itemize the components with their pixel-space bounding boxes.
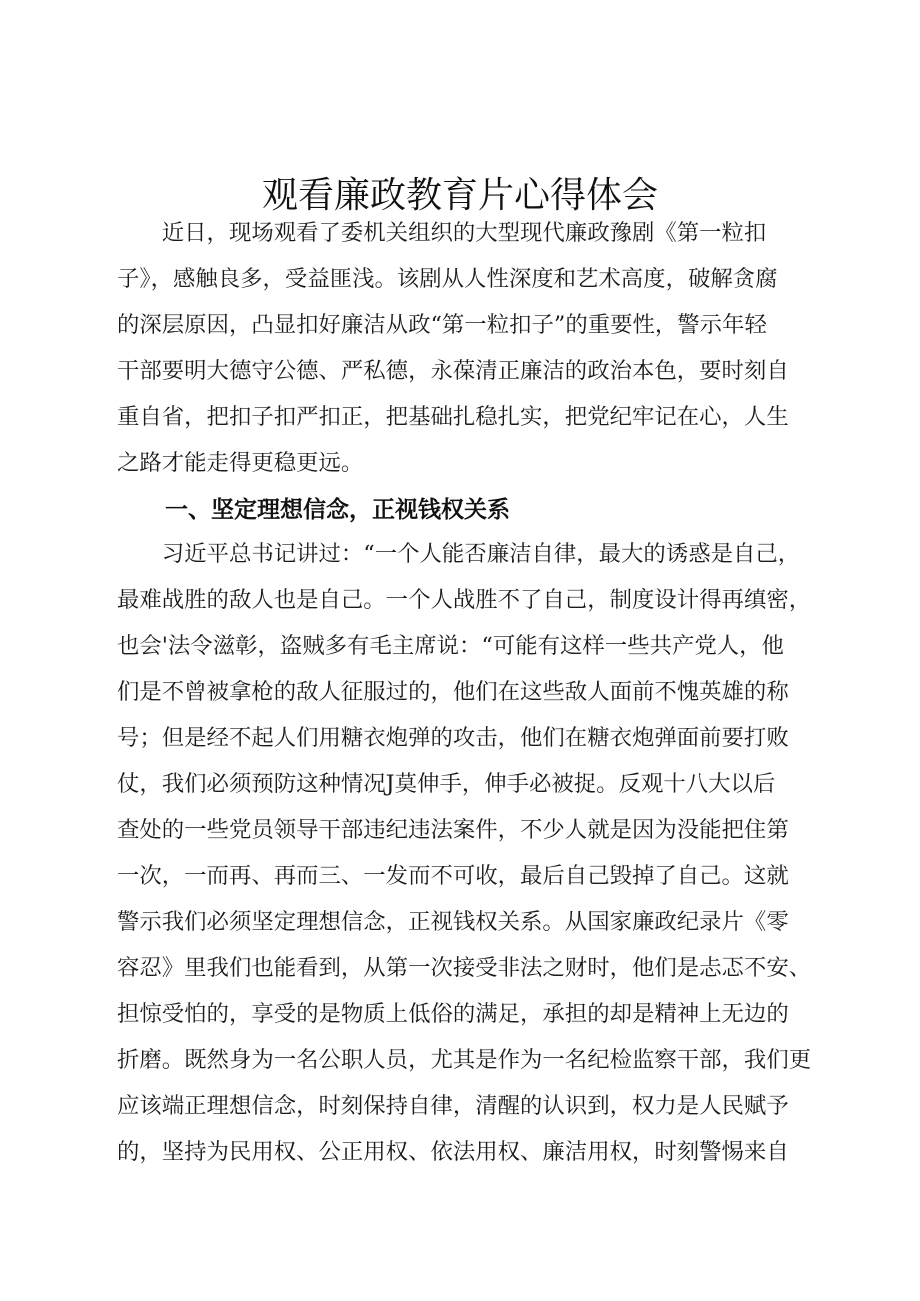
text-line: 干部要明大德守公德、严私德，永葆清正廉洁的政治本色，要时刻自 [117,358,789,384]
text-line: 的，坚持为民用权、公正用权、依法用权、廉洁用权，时刻警惕来自 [117,1139,789,1165]
text-line: 之路才能走得更稳更远。 [117,450,364,476]
section1-paragraph [117,531,819,1175]
text-line: 容忍》里我们也能看到，从第一次接受非法之财时，他们是忐忑不安、 [117,955,812,981]
document-title: 观看廉政教育片心得体会 [261,175,658,216]
text-line: 担惊受怕的，享受的是物质上低俗的满足，承担的却是精神上无边的 [117,1001,789,1027]
section-heading: 一、坚定理想信念，正视钱权关系 [165,497,510,523]
text-line: 警示我们必须坚定理想信念，正视钱权关系。从国家廉政纪录片《零 [117,909,789,935]
text-line: 一次，一而再、再而三、一发而不可收，最后自己毁掉了自己。这就 [117,863,789,889]
text-line: 习近平总书记讲过：“一个人能否廉洁自律，最大的诱惑是自己， [117,541,801,567]
text-line: 最难战胜的敌人也是自己。一个人战胜不了自己，制度设计得再缜密， [117,587,812,613]
text-line: 子》，感触良多，受益匪浅。该剧从人性深度和艺术高度，破解贪腐 [117,266,778,292]
text-line: 查处的一些党员领导干部违纪违法案件，不少人就是因为没能把住第 [117,817,789,843]
text-line: 也会'法令滋彰，盗贼多有毛主席说：“可能有这样一些共产党人，他 [117,633,784,659]
text-line: 近日，现场观看了委机关组织的大型现代廉政豫剧《第一粒扣 [117,220,767,246]
text-line: 的深层原因，凸显扣好廉洁从政“第一粒扣子”的重要性，警示年轻 [117,312,767,338]
text-line: 们是不曾被拿枪的敌人征服过的，他们在这些敌人面前不愧英雄的称 [117,679,789,705]
text-line: 折磨。既然身为一名公职人员，尤其是作为一名纪检监察干部，我们更 [117,1047,812,1073]
text-line: 重自省，把扣子扣严扣正，把基础扎稳扎实，把党纪牢记在心，人生 [117,404,789,430]
text-line: 号；但是经不起人们用糖衣炮弹的攻击，他们在糖衣炮弹面前要打败 [117,725,789,751]
intro-paragraph [117,210,819,486]
text-line: 应该端正理想信念，时刻保持自律，清醒的认识到，权力是人民赋予 [117,1093,789,1119]
text-line: 仗，我们必须预防这种情况J莫伸手，伸手必被捉。反观十八大以后 [117,771,776,797]
